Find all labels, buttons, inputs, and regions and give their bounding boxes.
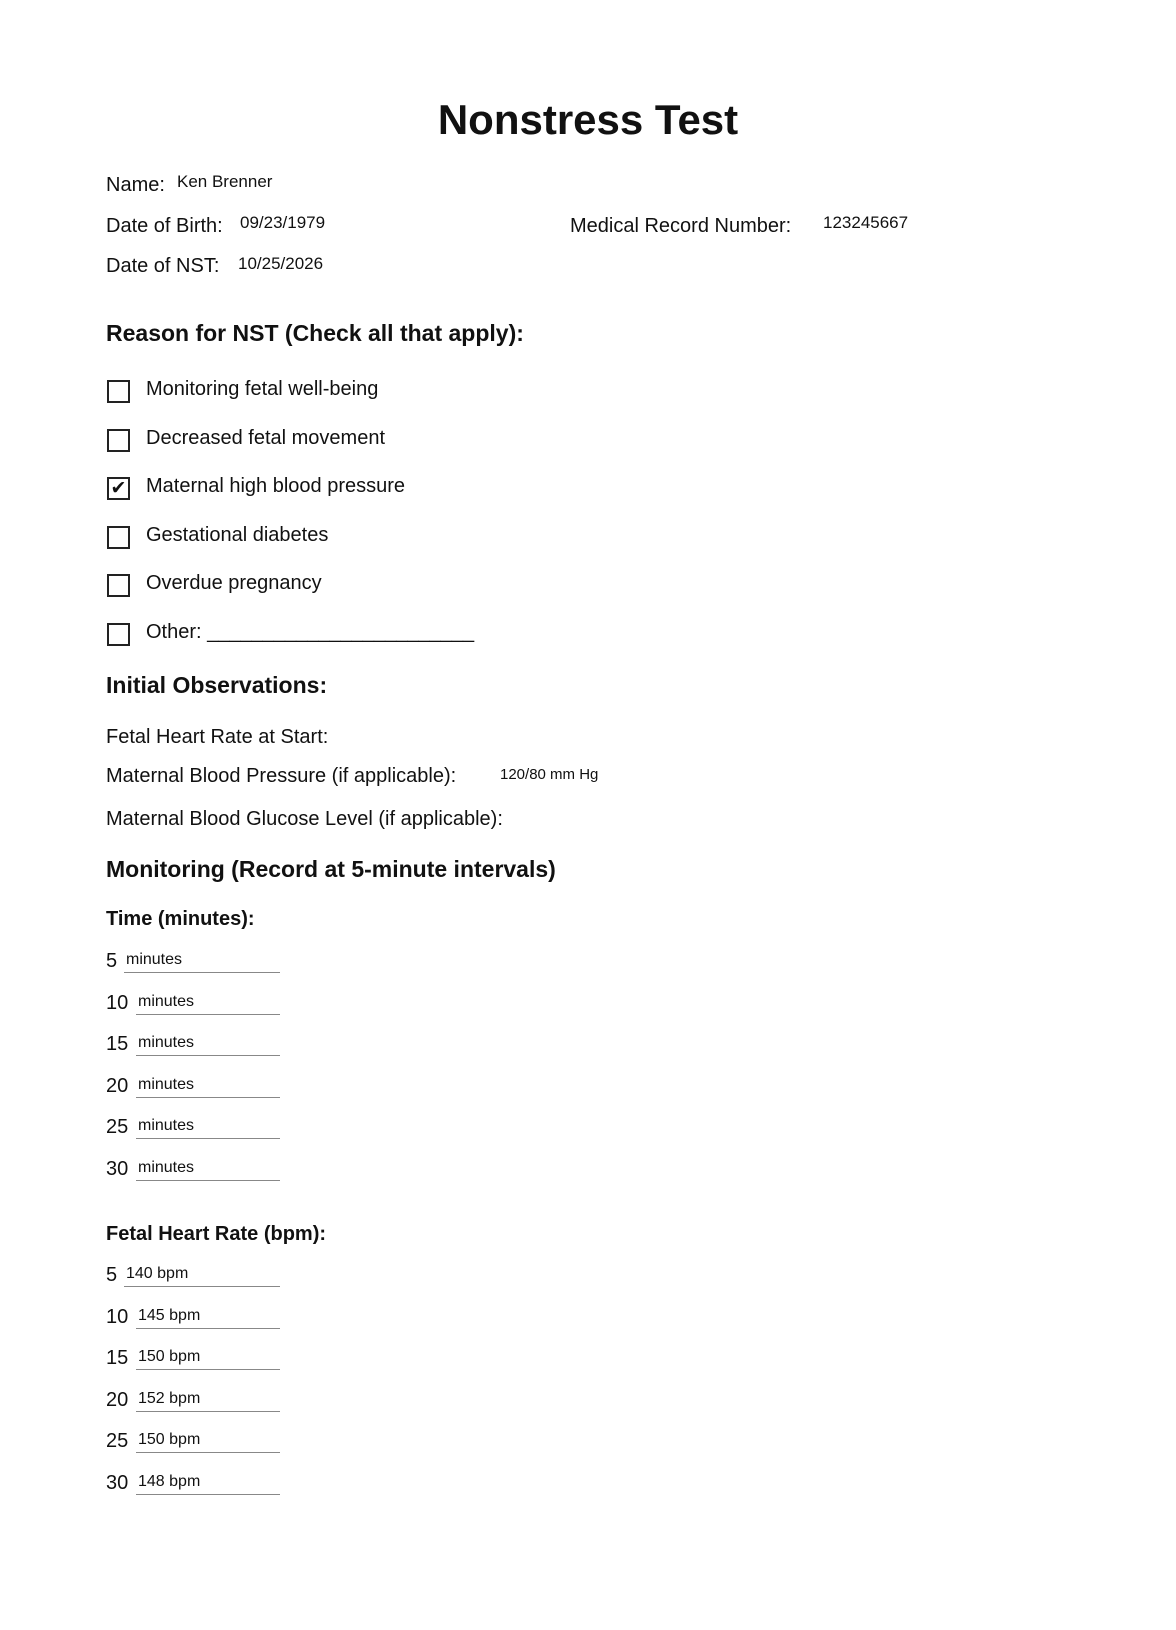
mrn-label: Medical Record Number:	[570, 215, 792, 237]
reason-label: Monitoring fetal well-being	[146, 378, 379, 400]
name-value[interactable]: Ken Brenner	[177, 172, 273, 191]
interval-field[interactable]: minutes	[136, 1158, 280, 1181]
nst-date-label: Date of NST:	[106, 255, 220, 277]
interval-field[interactable]: 150 bpm	[136, 1430, 280, 1453]
fhr-start-label: Fetal Heart Rate at Start:	[106, 726, 329, 748]
name-label: Name:	[106, 174, 165, 196]
interval-number: 5	[106, 1264, 118, 1286]
reason-checkbox[interactable]	[107, 623, 130, 646]
reason-label: Gestational diabetes	[146, 523, 329, 546]
mrn-value[interactable]: 123245667	[823, 213, 909, 232]
reason-checkbox[interactable]	[107, 477, 130, 500]
bp-label: Maternal Blood Pressure (if applicable):	[106, 765, 457, 787]
interval-number: 10	[106, 991, 129, 1014]
dob-label: Date of Birth:	[106, 215, 223, 237]
reason-checkbox[interactable]	[107, 526, 130, 549]
interval-field[interactable]: minutes	[124, 950, 280, 973]
reason-heading: Reason for NST (Check all that apply):	[106, 320, 524, 346]
interval-number: 5	[106, 950, 118, 972]
initial-heading: Initial Observations:	[106, 672, 328, 698]
glucose-label: Maternal Blood Glucose Level (if applicable):	[106, 808, 503, 830]
interval-number: 15	[106, 1347, 129, 1369]
interval-field[interactable]: 152 bpm	[136, 1389, 280, 1412]
interval-field[interactable]: minutes	[136, 1033, 280, 1056]
interval-number: 25	[106, 1430, 129, 1452]
check-icon: ✔	[110, 478, 127, 499]
reason-checkbox[interactable]	[107, 380, 130, 403]
interval-number: 30	[106, 1471, 129, 1494]
interval-number: 30	[106, 1157, 129, 1180]
dob-value[interactable]: 09/23/1979	[240, 213, 326, 232]
monitoring-heading: Monitoring (Record at 5-minute intervals)	[106, 856, 556, 882]
fhr-heading: Fetal Heart Rate (bpm):	[106, 1223, 327, 1245]
interval-field[interactable]: 148 bpm	[136, 1472, 280, 1495]
interval-number: 10	[106, 1305, 129, 1328]
interval-field[interactable]: 140 bpm	[124, 1264, 280, 1287]
interval-number: 25	[106, 1116, 129, 1138]
interval-field[interactable]: minutes	[136, 1116, 280, 1139]
reason-label: Decreased fetal movement	[146, 426, 386, 449]
interval-number: 15	[106, 1033, 129, 1055]
reason-label: Other: ________________________	[146, 620, 475, 643]
reason-label: Maternal high blood pressure	[146, 475, 406, 497]
reason-label: Overdue pregnancy	[146, 572, 322, 594]
interval-field[interactable]: minutes	[136, 1075, 280, 1098]
interval-field[interactable]: minutes	[136, 992, 280, 1015]
nst-date-value[interactable]: 10/25/2026	[238, 254, 324, 273]
interval-number: 20	[106, 1074, 129, 1097]
interval-field[interactable]: 150 bpm	[136, 1347, 280, 1370]
time-heading: Time (minutes):	[106, 908, 255, 930]
bp-value[interactable]: 120/80 mm Hg	[500, 766, 599, 783]
page-title: Nonstress Test	[437, 96, 739, 143]
reason-checkbox[interactable]	[107, 574, 130, 597]
interval-field[interactable]: 145 bpm	[136, 1306, 280, 1329]
interval-number: 20	[106, 1388, 129, 1411]
reason-checkbox[interactable]	[107, 429, 130, 452]
